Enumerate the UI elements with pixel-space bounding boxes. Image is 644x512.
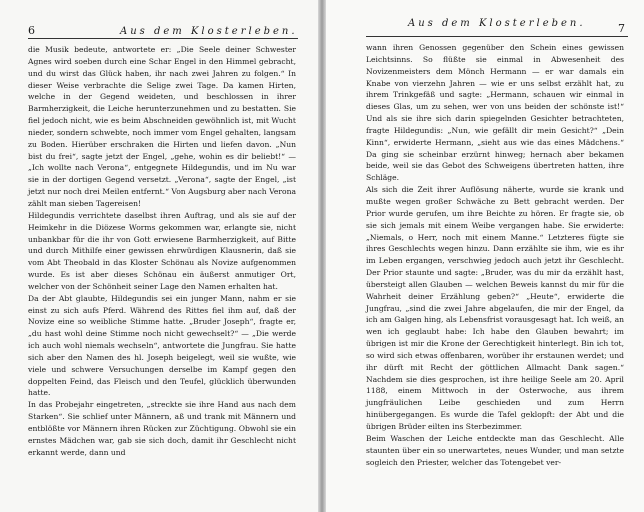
page-body-text: die Musik bedeute, antwortete er: „Die Seele deiner Schwester Agnes wird soeben durch eine Schar Engel in den Himmel gebracht, und du wirst das Glück haben, ihr nach zwei Jahren zu folgen.“ In dieser Weise verbrachte die Selige zwei Tage. Da kamen Hirten, welche in der Gegend weideten, und beschlossen in ihrer Barmherzigkeit, die Leiche herunterzunehmen und zu bestatten. Sie fiel jedoch nicht, wie es beim Abschneiden gewöhnlich ist, mit Wucht nieder, sondern schwebte, noch immer vom Engel gehalten, langsam zu Boden. Hierüber erschraken die Hirten und liefen davon. „Nun bist du frei“, sagte jetzt der Engel, „gehe, wohin es dir beliebt!“ — „Ich wollte nach Verona“, entgegnete Hildegundis, und im Nu war sie in der dortigen Gegend versetzt. „Verona“, sagte der Engel, „ist jetzt nur noch drei Meilen entfernt.“ Von Augsburg aber nach Verona zählt man sieben Tagereisen! Hildegundis verrichtete daselbst ihren Auftrag, und als sie auf der Heimkehr in die Diözese Worms gekommen war, erlangte sie, nicht unbankbar für die ihr von Gott erwiesene Barmherzigkeit, auf Bitte und durch Mithilfe einer gewissen ehrwürdigen Klausnerin, daß sie vom Abt Theobald in das Kloster Schönau als Novize aufgenommen wurde. Es ist aber dieses Schönau ein äußerst anmutiger Ort, welcher von der Schönheit seiner Lage den Namen erhalten hat. Da der Abt glaubte, Hildegundis sei ein junger Mann, nahm er sie einst zu sich aufs Pferd. Während des Rittes fiel ihm auf, daß der Novize eine so weibliche Stimme hatte. „Bruder Joseph“, fragte er, „du hast wohl deine Stimme noch nicht gewechselt?“ — „Die werde ich auch wohl niemals wechseln“, antwortete die Jungfrau. Sie hatte sich aber den Namen des hl. Joseph beigelegt, weil sie wußte, wie viele und schwere Versuchungen derselbe im Kampf gegen den doppelten Feind, das Fleisch und den Teufel, glücklich überwunden hatte. In das Probejahr eingetreten, „streckte sie ihre Hand aus nach dem Starken“. Sie schlief unter Männern, aß und trank mit Männern und entblößte vor Männern ihren Rücken zur Züchtigung. Obwohl sie ein ernstes Mädchen war, gab sie sich doch, damit ihr Geschlecht nicht erkannt werde, dann und (28, 45, 296, 457)
running-header: Aus dem Klosterleben. (120, 26, 298, 37)
page-number: 6 (28, 24, 35, 37)
right-page (322, 0, 644, 512)
page-number: 7 (618, 22, 625, 35)
book-gutter (318, 0, 326, 512)
header-rule (28, 38, 298, 39)
running-header: Aus dem Klosterleben. (408, 18, 586, 29)
header-rule (366, 36, 628, 37)
page-body-text: wann ihren Genossen gegenüber den Schein eines gewissen Leichtsinns. So flüßte sie einmal in Abwesenheit des Novizenmeisters dem Mönch Hermann — er war damals ein Knabe von vierzehn Jahren — wie er uns selbst erzählt hat, zu ihrem Trinkgefäß und sagte: „Hermann, schauen wir einmal in dieses Glas, um zu sehen, wer von uns beiden der schönste ist!“ Und als sie ihre sich darin spiegelnden Gesichter betrachteten, fragte Hildegundis: „Nun, wie gefällt dir mein Gesicht?“ „Dein Kinn“, erwiderte Hermann, „sieht aus wie das eines Mädchens.“ Da ging sie scheinbar erzürnt hinweg; hernach aber bekamen beide, weil sie das Gebot des Schweigens übertreten hatten, ihre Schläge. Als sich die Zeit ihrer Auflösung näherte, wurde sie krank und mußte wegen großer Schwäche zu Bett gebracht werden. Der Prior wurde gerufen, um ihre Beichte zu hören. Er fragte sie, ob sie sich jemals mit einem Weibe vergangen habe. Sie erwiderte: „Niemals, o Herr, noch mit einem Manne.“ Letzteres fügte sie ihres Geschlechts wegen hinzu. Dann erzählte sie ihm, wie es ihr im Leben ergangen, verschwieg jedoch auch jetzt ihr Geschlecht. Der Prior staunte und sagte: „Bruder, was du mir da erzählt hast, übersteigt allen Glauben — welchen Beweis kannst du mir für die Wahrheit deiner Erzählung geben?“ „Heute“, erwiderte die Jungfrau, „sind die zwei Jahre abgelaufen, die mir der Engel, da ich am Galgen hing, als Lebensfrist vorausgesagt hat. Ich weiß, an wen ich geglaubt habe: Ich habe den Glauben bewahrt; im übrigen ist mir die Krone der Gerechtigkeit hinterlegt. Bin ich tot, so wird sich etwas offenbaren, worüber ihr erstaunen werdet; und ihr dürft mit Recht der göttlichen Allmacht Dank sagen.“ Nachdem sie dies gesprochen, ist ihre heilige Seele am 20. April 1188, einem Mittwoch in der Osterwoche, aus ihrem jungfräulichen Leibe geschieden und zum Herrn hinübergegangen. Es wurde die Tafel geklopft: der Abt und die übrigen Brüder eilten ins Sterbezimmer. Beim Waschen der Leiche entdeckte man das Geschlecht. Alle staunten über ein so unerwartetes, neues Wunder, und man setzte sogleich den Priester, welcher das Totengebet ver- (366, 43, 624, 467)
